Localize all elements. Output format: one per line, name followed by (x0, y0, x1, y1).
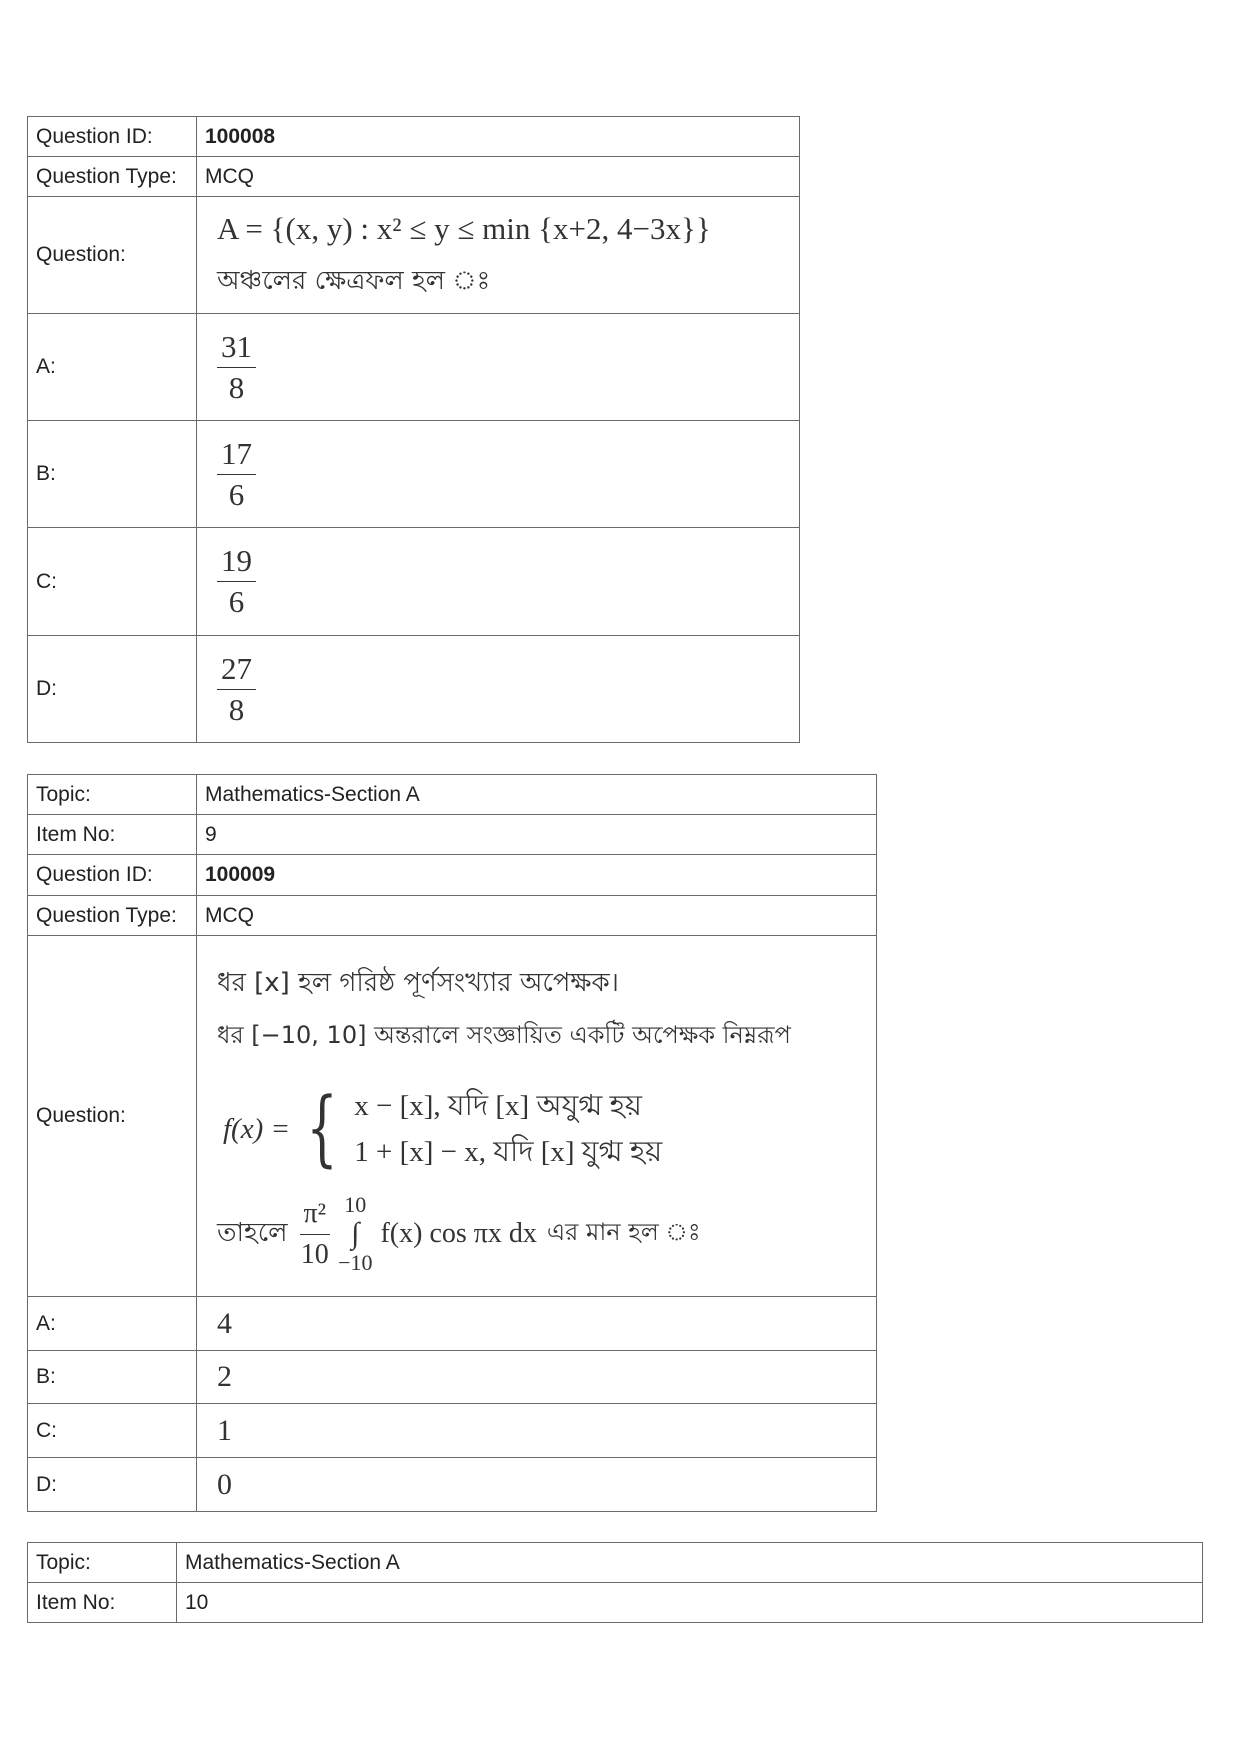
option-a (197, 314, 800, 421)
option-a (197, 1297, 877, 1351)
question-label: Question: (28, 936, 197, 1297)
item-no-value: 10 (177, 1583, 1203, 1623)
option-a-label: A: (28, 314, 197, 421)
topic-label: Topic: (28, 775, 197, 815)
question-body (197, 936, 877, 1297)
question-id-label: Question ID: (28, 117, 197, 157)
option-a-fraction (217, 327, 256, 408)
option-a-label: A: (28, 1297, 197, 1351)
option-d-numerator: 27 (217, 649, 256, 690)
option-b (197, 421, 800, 528)
option-c (197, 1404, 877, 1458)
question-table-item-10 (27, 1542, 1203, 1623)
option-c-value: 1 (217, 1413, 232, 1447)
question-id-value: 100008 (197, 117, 800, 157)
question-id-value: 100009 (197, 855, 877, 896)
option-b-label: B: (28, 1351, 197, 1404)
option-a-numerator: 31 (217, 327, 256, 368)
option-c-denominator: 6 (228, 584, 245, 619)
option-b-label: B: (28, 421, 197, 528)
option-d-label: D: (28, 636, 197, 743)
item-no-value: 9 (197, 815, 877, 855)
question-text: অঞ্চলের ক্ষেত্রফল হল ঃ (217, 266, 491, 296)
tail-text: এর মান হল ঃ (546, 1218, 701, 1246)
option-c-label: C: (28, 528, 197, 636)
integral-icon: ∫ (351, 1217, 360, 1250)
piecewise-function (223, 1083, 868, 1175)
question-math: A = {(x, y) : x² ≤ y ≤ min {x+2, 4−3x}} (217, 211, 711, 246)
case-even: 1 + [x] − x, যদি [x] যুগ্ম হয় (354, 1136, 663, 1168)
brace-icon: { (306, 1081, 338, 1176)
piecewise-cases (354, 1083, 662, 1175)
coefficient-denominator: 10 (300, 1238, 329, 1270)
question-id-label: Question ID: (28, 855, 197, 896)
option-d-value: 0 (217, 1467, 232, 1501)
topic-value: Mathematics-Section A (177, 1543, 1203, 1583)
topic-value: Mathematics-Section A (197, 775, 877, 815)
option-d-label: D: (28, 1458, 197, 1512)
upper-limit: 10 (344, 1192, 367, 1217)
question-type-value: MCQ (197, 896, 877, 936)
then-word: তাহলে (217, 1218, 288, 1248)
question-type-label: Question Type: (28, 157, 197, 197)
question-type-label: Question Type: (28, 896, 197, 936)
question-body (197, 197, 800, 314)
option-d (197, 636, 800, 743)
option-a-value: 4 (217, 1306, 232, 1340)
coefficient-fraction (300, 1194, 331, 1275)
question-line-2: ধর [−10, 10] অন্তরালে সংজ্ঞায়িত একটি অপেক্ষক নিম্নরূপ (217, 1021, 791, 1049)
option-c-fraction (217, 541, 256, 622)
case-odd: x − [x], যদি [x] অযুগ্ম হয় (354, 1090, 642, 1122)
integral-sign (338, 1193, 372, 1275)
function-lhs: f(x) = (223, 1112, 291, 1145)
option-a-denominator: 8 (228, 369, 245, 405)
option-c (197, 528, 800, 636)
question-table-100009 (27, 774, 877, 1512)
integrand: f(x) cos πx dx (380, 1218, 537, 1249)
option-b-value: 2 (217, 1360, 232, 1393)
option-c-numerator: 19 (217, 541, 256, 582)
integral-expression (217, 1193, 868, 1275)
option-c-label: C: (28, 1404, 197, 1458)
option-b (197, 1351, 877, 1404)
option-b-denominator: 6 (228, 476, 245, 512)
question-table-100008 (27, 116, 800, 743)
option-d (197, 1458, 877, 1512)
topic-label: Topic: (28, 1543, 177, 1583)
coefficient-numerator: π² (300, 1194, 331, 1235)
option-d-denominator: 8 (228, 691, 245, 727)
item-no-label: Item No: (28, 815, 197, 855)
question-line-1: ধর [x] হল গরিষ্ঠ পূর্ণসংখ্যার অপেক্ষক। (217, 968, 619, 998)
lower-limit: −10 (338, 1250, 373, 1275)
question-label: Question: (28, 197, 197, 314)
option-d-fraction (217, 649, 256, 730)
question-type-value: MCQ (197, 157, 800, 197)
option-b-fraction (217, 434, 256, 515)
item-no-label: Item No: (28, 1583, 177, 1623)
option-b-numerator: 17 (217, 434, 256, 475)
